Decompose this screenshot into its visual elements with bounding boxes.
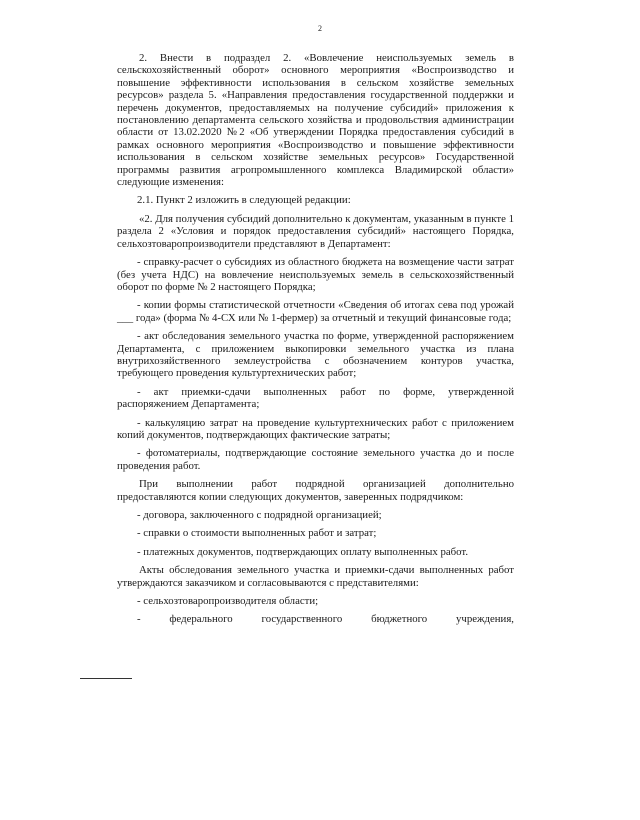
list-item-acceptance-act: - акт приемки-сдачи выполненных работ по форме, утвержденной распоряжением Департамента; — [117, 385, 514, 411]
list-item-cost-certificate: - справки о стоимости выполненных работ и затрат; — [137, 527, 377, 540]
list-item-contract: - договора, заключенного с подрядной организацией; — [137, 509, 382, 521]
list-item-payment-docs: - платежных документов, подтверждающих оплату выполненных работ. — [137, 545, 469, 558]
paragraph-clause-2: «2. Для получения субсидий дополнительно к документам, указанным в пункте 1 раздела 2 «Условия и порядок предоставления субсидий» настоящего Порядка, сельхозтоваропроизводители представляют в Департамент: — [117, 212, 514, 250]
list-item-photos: - фотоматериалы, подтверждающие состояние земельного участка до и после проведения работ. — [117, 447, 514, 472]
document-body — [117, 52, 514, 632]
page-number: 2 — [318, 24, 322, 33]
list-item-cost-calculation: - калькуляцию затрат на проведение культуртехнических работ с приложением копий документов, подтверждающих фактические затраты; — [117, 416, 514, 441]
list-item-statistics-form: - копии формы статистической отчетности «Сведения об итогах сева под урожай ___ года» (форма № 4-СХ или № 1-фермер) за отчетный и текущий финансовые года; — [117, 299, 514, 324]
paragraph-acts-approval: Акты обследования земельного участка и приемки-сдачи выполненных работ утверждаются заказчиком и согласовываются с представителями: — [117, 564, 514, 589]
list-item-federal-institution: - федерального государственного бюджетного учреждения, — [137, 613, 514, 626]
footnote-separator — [80, 678, 132, 679]
paragraph-subclause-2-1: 2.1. Пункт 2 изложить в следующей редакции: — [137, 194, 351, 207]
list-item-producer: - сельхозтоваропроизводителя области; — [137, 595, 319, 608]
paragraph-amendment-intro: 2. Внести в подраздел 2. «Вовлечение неиспользуемых земель в сельскохозяйственный оборот» основного мероприятия «Воспроизводство и повышение эффективности использования в сельском хозяйстве земельных ресурсов» раздела 5. «Направления предоставления государственной поддержки и перечень документов, предоставляемых на получение субсидий» приложения к постановлению департамента сельского хозяйства и продовольствия администрации области от 13.02.2020 №2 «Об утверждении Порядка предоставления субсидий в рамках основного мероприятия «Воспроизводство и повышение эффективности использования в сельском хозяйстве земельных ресурсов» Государственной программы развития агропромышленного комплекса Владимирской области» следующие изменения: — [117, 52, 514, 189]
list-item-inspection-act: - акт обследования земельного участка по форме, утвержденной распоряжением Департамента, с приложением выкопировки земельного участка из плана внутрихозяйственного землеустройства с обозначением контуров участка, требующего проведения культуртехнических работ; — [117, 330, 514, 380]
list-item-calculation: - справку-расчет о субсидиях из областного бюджета на возмещение части затрат (без учета НДС) на вовлечение неиспользуемых земель в сельскохозяйственный оборот по форме № 2 настоящего Порядка; — [117, 256, 514, 293]
paragraph-contractor: При выполнении работ подрядной организацией дополнительно предоставляются копии следующих документов, заверенных подрядчиком: — [117, 478, 514, 503]
